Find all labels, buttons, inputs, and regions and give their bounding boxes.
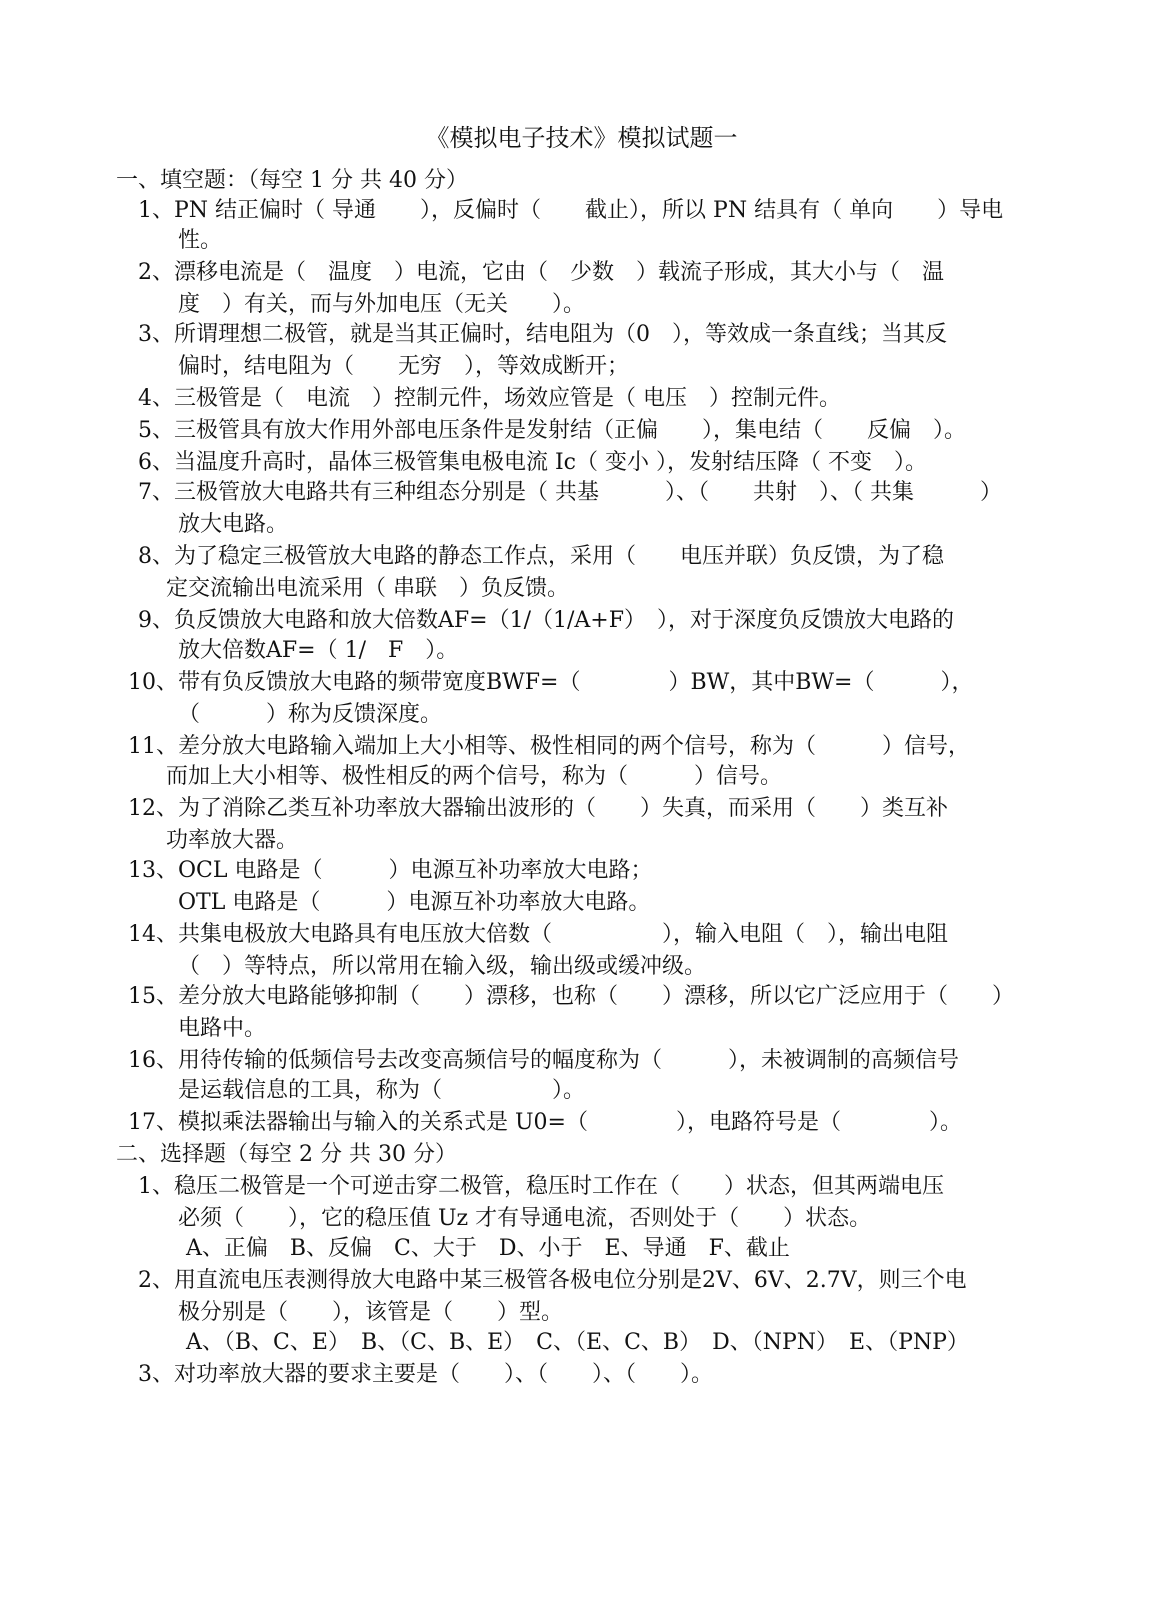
question-9-cont: 放大倍数AF=（ 1/ F ）。: [178, 638, 459, 663]
section-heading-fill-in: 一、填空题：（每空 1 分 共 40 分）: [116, 168, 468, 193]
choice-question-3: 3、对功率放大器的要求主要是（ ）、（ ）、（ ）。: [138, 1362, 713, 1387]
question-14-cont: （ ）等特点，所以常用在输入级，输出级或缓冲级。: [178, 954, 707, 979]
question-13: 13、OCL 电路是（ ）电源互补功率放大电路；: [128, 858, 653, 883]
choice-question-1-options: A、正偏 B、反偏 C、大于 D、小于 E、导通 F、截止: [186, 1236, 790, 1261]
question-4: 4、三极管是（ 电流 ）控制元件，场效应管是（ 电压 ）控制元件。: [138, 386, 841, 411]
question-8-cont: 定交流输出电流采用（ 串联 ）负反馈。: [166, 576, 569, 601]
question-2-cont: 度 ）有关，而与外加电压（无关 ）。: [178, 292, 586, 317]
question-1: 1、PN 结正偏时（ 导通 ），反偏时（ 截止），所以 PN 结具有（ 单向 ）导电: [138, 198, 1004, 223]
choice-question-2: 2、用直流电压表测得放大电路中某三极管各极电位分别是2V、6V、2.7V，则三个电: [138, 1268, 967, 1293]
question-10-cont: （ ）称为反馈深度。: [178, 702, 443, 727]
question-11: 11、差分放大电路输入端加上大小相等、极性相同的两个信号，称为（ ）信号，: [128, 734, 970, 759]
question-5: 5、三极管具有放大作用外部电压条件是发射结（正偏 ），集电结（ 反偏 ）。: [138, 418, 966, 443]
question-3: 3、所谓理想二极管，就是当其正偏时，结电阻为（0 ），等效成一条直线；当其反: [138, 322, 947, 347]
question-17: 17、模拟乘法器输出与输入的关系式是 U0=（ ），电路符号是（ ）。: [128, 1110, 962, 1135]
question-15: 15、差分放大电路能够抑制（ ）漂移，也称（ ）漂移，所以它广泛应用于（ ）: [128, 984, 1014, 1009]
question-14: 14、共集电极放大电路具有电压放大倍数（ ），输入电阻（ ），输出电阻: [128, 922, 948, 947]
question-3-cont: 偏时，结电阻为（ 无穷 ），等效成断开；: [178, 354, 630, 379]
question-12: 12、为了消除乙类互补功率放大器输出波形的（ ）失真，而采用（ ）类互补: [128, 796, 948, 821]
question-6: 6、当温度升高时，晶体三极管集电极电流 Ic（ 变小 ），发射结压降（ 不变 ）。: [138, 450, 927, 475]
question-10: 10、带有负反馈放大电路的频带宽度BWF=（ ）BW，其中BW=（ ），: [128, 670, 974, 695]
question-8: 8、为了稳定三极管放大电路的静态工作点，采用（ 电压并联）负反馈，为了稳: [138, 544, 944, 569]
page-title: 《模拟电子技术》模拟试题一: [425, 124, 738, 152]
question-16-cont: 是运载信息的工具，称为（ ）。: [178, 1078, 586, 1103]
question-15-cont: 电路中。: [178, 1016, 267, 1041]
question-2: 2、漂移电流是（ 温度 ）电流，它由（ 少数 ）载流子形成，其大小与（ 温: [138, 260, 944, 285]
question-9: 9、负反馈放大电路和放大倍数AF=（1/（1/A+F） ），对于深度负反馈放大电路的: [138, 608, 954, 633]
choice-question-2-cont: 极分别是（ ），该管是（ ）型。: [178, 1300, 564, 1325]
question-16: 16、用待传输的低频信号去改变高频信号的幅度称为（ ），未被调制的高频信号: [128, 1048, 959, 1073]
question-7-cont: 放大电路。: [178, 512, 289, 537]
choice-question-1-cont: 必须（ ），它的稳压值 Uz 才有导通电流，否则处于（ ）状态。: [178, 1206, 872, 1231]
question-13-cont: OTL 电路是（ ）电源互补功率放大电路。: [178, 890, 651, 915]
question-1-cont: 性。: [178, 228, 223, 253]
choice-question-2-options: A、（B、C、E） B、（C、B、E） C、（E、C、B） D、（NPN） E、（PNP）: [186, 1330, 969, 1355]
question-12-cont: 功率放大器。: [166, 828, 299, 853]
choice-question-1: 1、稳压二极管是一个可逆击穿二极管，稳压时工作在（ ）状态，但其两端电压: [138, 1174, 944, 1199]
section-heading-choice: 二、选择题（每空 2 分 共 30 分）: [116, 1142, 457, 1167]
question-11-cont: 而加上大小相等、极性相反的两个信号，称为（ ）信号。: [166, 764, 783, 789]
question-7: 7、三极管放大电路共有三种组态分别是（ 共基 ）、（ 共射 ）、（ 共集 ）: [138, 480, 1002, 505]
